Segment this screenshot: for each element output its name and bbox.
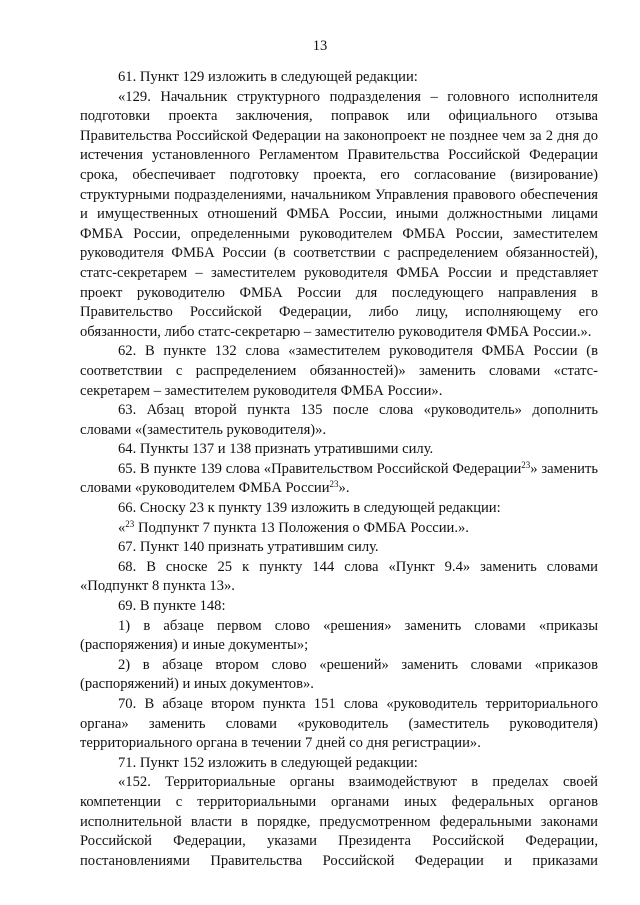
paragraph-63: 63. Абзац второй пункта 135 после слова «руководитель» дополнить словами «(заместитель руководителя)». (80, 402, 598, 438)
footnote-23-body: Подпункт 7 пункта 13 Положения о ФМБА России.». (134, 519, 469, 536)
paragraph-64: 64. Пункты 137 и 138 признать утратившими силу. (118, 441, 434, 458)
paragraph-65 (80, 460, 598, 499)
paragraph-70: 70. В абзаце втором пункта 151 слова «руководитель территориального органа» заменить словами «руководитель (заместитель руководителя) территориального органа в течении 7 дней со дня регистрации». (80, 696, 598, 752)
paragraph-62: 62. В пункте 132 слова «заместителем руководителя ФМБА России (в соответствии с распределением обязанностей)» заменить словами «статс-секретарем – заместителем руководителя ФМБА России». (80, 343, 598, 399)
paragraph-66: 66. Сноску 23 к пункту 139 изложить в следующей редакции: (118, 500, 501, 517)
footnote-marker: 23 (125, 518, 135, 529)
paragraph-152-text: «152. Территориальные органы взаимодействуют в пределах своей компетенции с территориальными органами иных федеральных органов исполнительной власти в порядке, предусмотренном федеральными законами Российской Федерации, указами Президента Российской Федерации, постановлениями Правительства Российской Федерации и приказами (80, 774, 598, 869)
footnote-23-open-quote: « (118, 519, 126, 536)
paragraph-65-part-2: » заменить словами «руководителем ФМБА России (80, 460, 598, 497)
paragraph-129-text: «129. Начальник структурного подразделения – головного исполнителя подготовки проекта заключения, поправок или официального отзыва Правительства Российской Федерации на законопроект не позднее чем за 2 дня до истечения установленного Регламентом Правительства Российской Федерации срока, обеспечивает подготовку проекта, его согласование (визирование) структурными подразделениями, начальником Управления правового обеспечения и имущественных отношений ФМБА России, иными должностными лицами ФМБА России, определенными руководителем ФМБА России, заместителем руководителя ФМБА России (в соответствии с распределением обязанностей), статс-секретарем – заместителем руководителя ФМБА России и представляет проект руководителю ФМБА России для последующего направления в Правительство Российской Федерации, либо лицу, исполняющему его обязанности, либо статс-секретарю – заместителю руководителя ФМБА России.». (80, 88, 598, 340)
footnote-marker: 23 (329, 479, 339, 490)
document-body (80, 68, 598, 871)
page-number: 13 (312, 38, 328, 54)
paragraph-65-part-3: ». (338, 480, 350, 497)
paragraph-68: 68. В сноске 25 к пункту 144 слова «Пункт 9.4» заменить словами «Подпункт 8 пункта 13». (80, 558, 598, 595)
paragraph-69-item-1: 1) в абзаце первом слово «решения» заменить словами «приказы (распоряжения) и иные документы»; (80, 617, 598, 654)
paragraph-69: 69. В пункте 148: (118, 598, 226, 615)
paragraph-71: 71. Пункт 152 изложить в следующей редакции: (118, 754, 418, 771)
paragraph-69-item-2: 2) в абзаце втором слово «решений» заменить словами «приказов (распоряжений) и иных документов». (80, 656, 598, 693)
paragraph-65-part-1: 65. В пункте 139 слова «Правительством Российской Федерации (118, 460, 522, 477)
paragraph-67: 67. Пункт 140 признать утратившим силу. (118, 539, 379, 556)
footnote-23-text (80, 519, 598, 539)
paragraph-61: 61. Пункт 129 изложить в следующей редакции: (118, 69, 418, 85)
footnote-marker: 23 (521, 459, 531, 470)
